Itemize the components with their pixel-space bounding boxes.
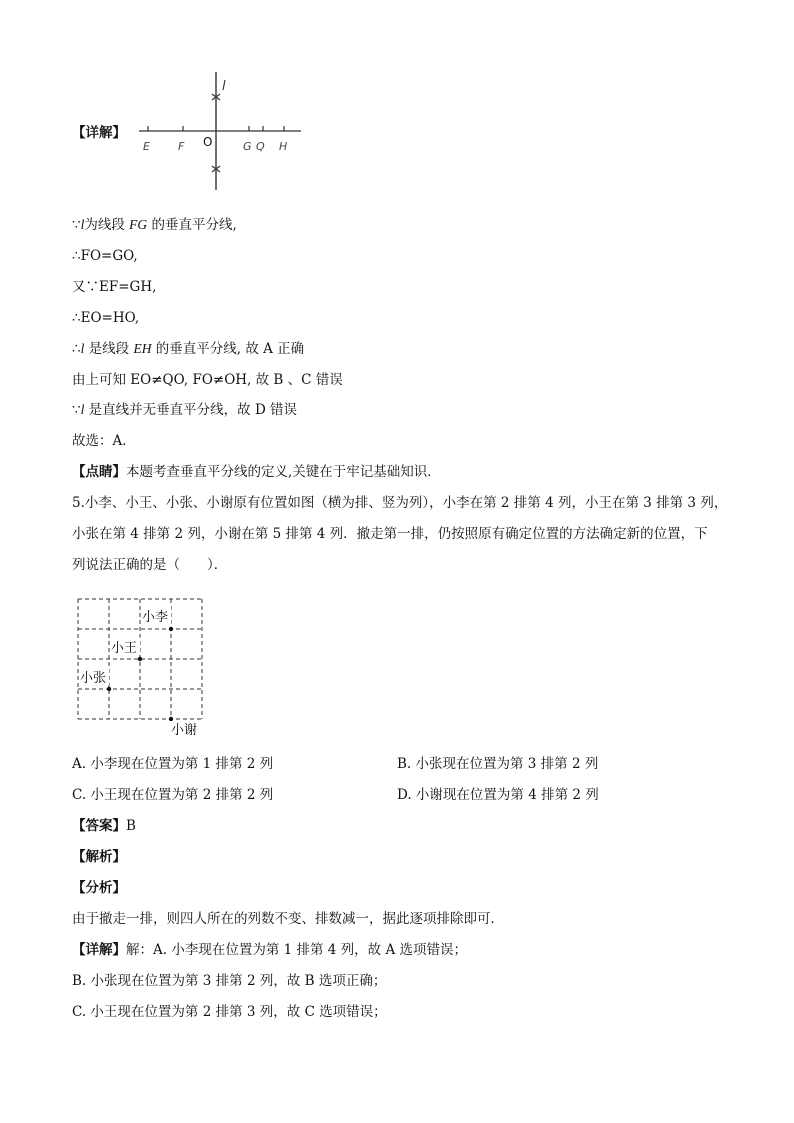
seating-grid-figure (72, 592, 212, 742)
label-g: G (243, 140, 252, 153)
solution-line-1: ∵l为线段 FG 的垂直平分线, (72, 217, 237, 233)
solution-line-3: 又∵EF=GH, (72, 279, 157, 295)
fenxi-text: 由于撤走一排，则四人所在的列数不变、排数减一，据此逐项排除即可． (72, 911, 504, 927)
answer-line: 【答案】B (72, 818, 136, 834)
number-line-figure (136, 70, 306, 194)
label-e: E (143, 140, 150, 153)
detail-label: 【详解】 (72, 125, 126, 141)
question-line-3: 列说法正确的是（ ）． (72, 557, 228, 573)
point-xiaoxie (169, 717, 173, 721)
solution-line-7: ∵l 是直线并无垂直平分线，故 D 错误 (72, 402, 298, 418)
comment-line: 【点睛】本题考查垂直平分线的定义,关键在于牢记基础知识． (72, 464, 441, 480)
label-xiaowang: 小王 (111, 641, 138, 656)
label-h: H (279, 140, 288, 153)
question-line-1: 5.小李、小王、小张、小谢原有位置如图（横为排、竖为列），小李在第 2 排第 4 列，小王在第 3 排第 3 列， (72, 495, 728, 511)
detail2-line-b: B. 小张现在位置为第 3 排第 2 列，故 B 选项正确； (72, 973, 387, 989)
point-xiaozhang (107, 687, 111, 691)
option-d[interactable]: D. 小谢现在位置为第 4 排第 2 列 (397, 787, 599, 803)
solution-line-8: 故选：A． (72, 433, 136, 449)
option-c[interactable]: C. 小王现在位置为第 2 排第 2 列 (72, 787, 274, 803)
question-line-2: 小张在第 4 排第 2 列，小谢在第 5 排第 4 列．撤走第一排，仍按照原有确定位置的方法确定新的位置，下 (72, 526, 708, 542)
label-xiaoxie: 小谢 (171, 723, 198, 738)
analysis-label: 【解析】 (72, 849, 126, 865)
label-xiaozhang: 小张 (80, 671, 107, 686)
detail2-line: 【详解】解：A. 小李现在位置为第 1 排第 4 列，故 A 选项错误； (72, 942, 468, 958)
point-xiaowang (138, 657, 142, 661)
label-o: O (203, 135, 213, 149)
solution-line-6: 由上可知 EO≠QO, FO≠OH, 故 B 、C 错误 (72, 372, 343, 388)
detail2-line-c: C. 小王现在位置为第 2 排第 3 列，故 C 选项错误； (72, 1004, 387, 1020)
solution-line-5: ∴l 是线段 EH 的垂直平分线, 故 A 正确 (72, 341, 305, 357)
label-q: Q (256, 140, 265, 153)
label-l: l (222, 79, 226, 94)
solution-line-2: ∴FO=GO, (72, 248, 138, 264)
label-f: F (178, 140, 185, 153)
solution-line-4: ∴EO=HO, (72, 310, 140, 326)
label-xiaoli: 小李 (142, 610, 169, 625)
option-b[interactable]: B. 小张现在位置为第 3 排第 2 列 (397, 756, 599, 772)
point-xiaoli (169, 627, 173, 631)
fenxi-label: 【分析】 (72, 880, 126, 896)
option-a[interactable]: A. 小李现在位置为第 1 排第 2 列 (72, 756, 274, 772)
